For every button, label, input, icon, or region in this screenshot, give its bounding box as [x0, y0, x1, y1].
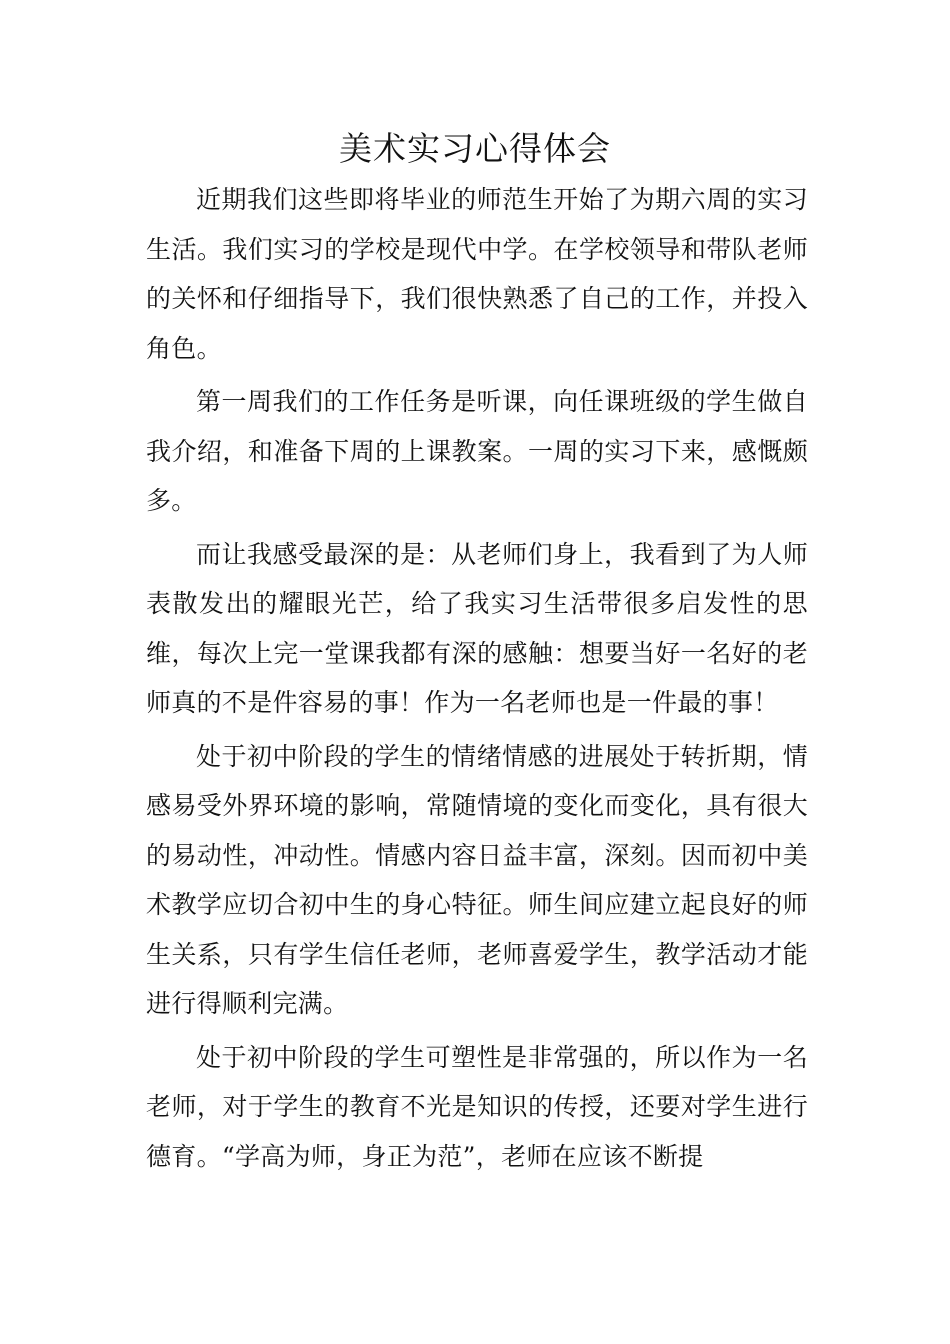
paragraph-3: 而让我感受最深的是：从老师们身上，我看到了为人师表散发出的耀眼光芒，给了我实习生活带很多启发性的思维，每次上完一堂课我都有深的感触：想要当好一名好的老师真的不是件容易的事！作为一名老师也是一件最的事！ [146, 539, 808, 717]
document-title: 美术实习心得体会 [339, 129, 611, 168]
paragraph-1: 近期我们这些即将毕业的师范生开始了为期六周的实习生活。我们实习的学校是现代中学。在学校领导和带队老师的关怀和仔细指导下，我们很快熟悉了自己的工作，并投入角色。 [146, 185, 808, 363]
paragraph-4: 处于初中阶段的学生的情绪情感的进展处于转折期，情感易受外界环境的影响，常随情境的变化而变化，具有很大的易动性，冲动性。情感内容日益丰富，深刻。因而初中美术教学应切合初中生的身心特征。师生间应建立起良好的师生关系，只有学生信任老师，老师喜爱学生，教学活动才能进行得顺利完满。 [146, 741, 808, 1018]
document-body [146, 175, 808, 1185]
paragraph-5: 处于初中阶段的学生可塑性是非常强的，所以作为一名老师，对于学生的教育不光是知识的传授，还要对学生进行德育。“学高为师，身正为范”，老师在应该不断提 [146, 1042, 808, 1171]
paragraph-2: 第一周我们的工作任务是听课，向任课班级的学生做自我介绍，和准备下周的上课教案。一周的实习下来，感慨颇多。 [146, 387, 808, 515]
